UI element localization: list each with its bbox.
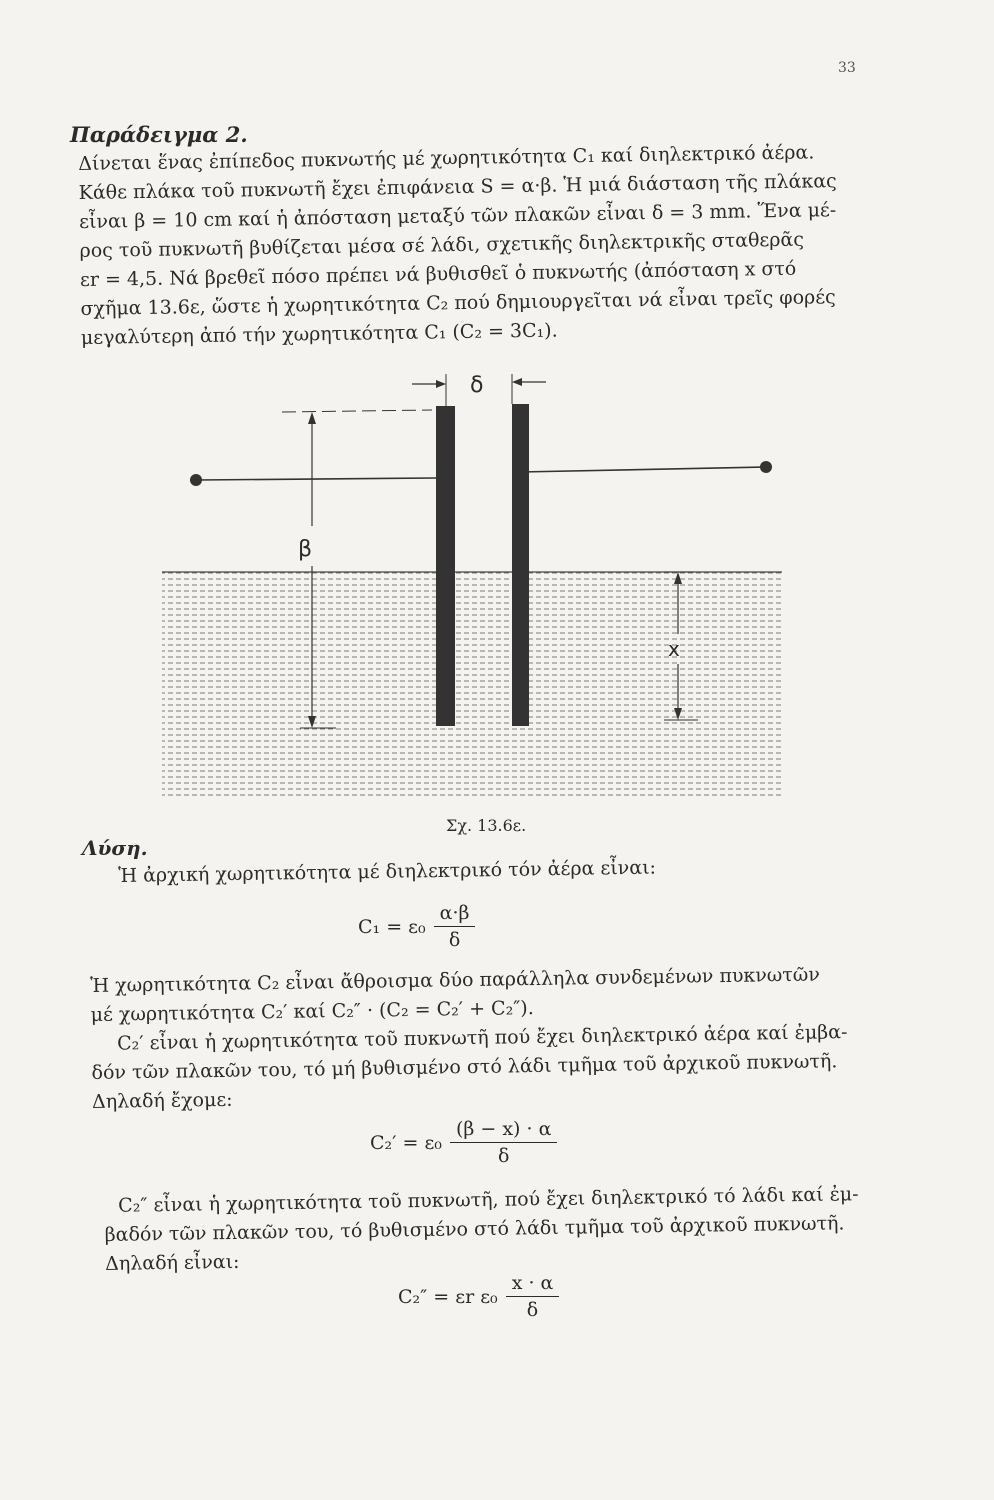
solution-paragraph-2 [90, 959, 892, 1117]
solution-line: μέ χωρητικότητα C₂′ καί C₂″ · (C₂ = C₂′ + C₂″). [90, 997, 534, 1026]
x-label: x [668, 637, 680, 661]
solution-paragraph-3 [104, 1179, 905, 1279]
left-terminal-wire [190, 474, 436, 486]
solution-line: βαδόν τῶν πλακῶν του, τό βυθισμένο στό λάδι τμῆμα τοῦ ἀρχικοῦ πυκνωτῆ. [104, 1212, 845, 1246]
equation-fraction [434, 902, 476, 951]
equation-denominator: δ [497, 1145, 510, 1167]
equation-fraction [450, 1118, 557, 1167]
example-title: Παράδειγμα 2. [70, 122, 248, 147]
equation-lhs: C₁ = ε₀ [358, 915, 426, 938]
solution-line: Ἡ ἀρχική χωρητικότητα μέ διηλεκτρικό τόν ἀέρα εἶναι: [118, 856, 657, 887]
solution-line: C₂″ εἶναι ἡ χωρητικότητα τοῦ πυκνωτῆ, πού ἔχει διηλεκτρικό τό λάδι καί ἐμ- [118, 1183, 859, 1217]
solution-line: Ἡ χωρητικότητα C₂ εἶναι ἄθροισμα δύο παράλληλα συνδεμένων πυκνωτῶν [90, 963, 821, 997]
beta-label: β [298, 537, 313, 562]
problem-line: εr = 4,5. Νά βρεθεῖ πόσο πρέπει νά βυθισθεῖ ὁ πυκνωτής (ἀπόσταση x στό [79, 257, 797, 291]
solution-line: δόν τῶν πλακῶν του, τό μή βυθισμένο στό λάδι τμῆμα τοῦ ἀρχικοῦ πυκνωτῆ. [91, 1050, 838, 1084]
problem-line: εἶναι β = 10 cm καί ἡ ἀπόσταση μεταξύ τῶν πλακῶν εἶναι δ = 3 mm. Ἕνα μέ- [78, 199, 837, 233]
equation-lhs: C₂″ = εr ε₀ [398, 1285, 498, 1308]
problem-line: μεγαλύτερη ἀπό τήν χωρητικότητα C₁ (C₂ = 3C₁). [80, 319, 558, 349]
problem-line: ρος τοῦ πυκνωτῆ βυθίζεται μέσα σέ λάδι, σχετικῆς διηλεκτρικῆς σταθερᾶς [79, 228, 805, 262]
equation-numerator: α·β [434, 902, 476, 927]
solution-line: C₂′ εἶναι ἡ χωρητικότητα τοῦ πυκνωτῆ πού ἔχει διηλεκτρικό ἀέρα καί ἐμβα- [116, 1021, 848, 1055]
problem-line: Δίνεται ἕνας ἐπίπεδος πυκνωτής μέ χωρητικότητα C₁ καί διηλεκτρικό ἀέρα. [78, 141, 815, 175]
equation-c2-prime [370, 1118, 557, 1167]
oil-bath [162, 572, 782, 800]
right-plate [512, 404, 529, 726]
page-number: 33 [838, 60, 856, 76]
delta-label: δ [470, 373, 484, 398]
equation-c2-double-prime [398, 1272, 559, 1321]
right-terminal-wire [520, 461, 772, 473]
problem-line: Κάθε πλάκα τοῦ πυκνωτῆ ἔχει ἐπιφάνεια S = α·β. Ἡ μιά διάσταση τῆς πλάκας [78, 170, 837, 204]
problem-line: σχῆμα 13.6ε, ὥστε ἡ χωρητικότητα C₂ πού δημιουργεῖται νά εἶναι τρεῖς φορές [80, 286, 836, 320]
solution-line: Δηλαδή ἔχομε: [91, 1088, 233, 1113]
figure-caption: Σχ. 13.6ε. [446, 816, 527, 835]
solution-title: Λύση. [82, 836, 148, 860]
equation-numerator: (β − x) · α [450, 1118, 557, 1143]
equation-fraction [506, 1272, 560, 1321]
equation-denominator: δ [526, 1299, 539, 1321]
equation-denominator: δ [448, 929, 461, 951]
equation-numerator: x · α [506, 1272, 560, 1297]
equation-lhs: C₂′ = ε₀ [370, 1131, 442, 1154]
equation-c1 [358, 902, 475, 951]
left-plate [436, 406, 455, 726]
solution-line: Δηλαδή εἶναι: [104, 1250, 240, 1275]
